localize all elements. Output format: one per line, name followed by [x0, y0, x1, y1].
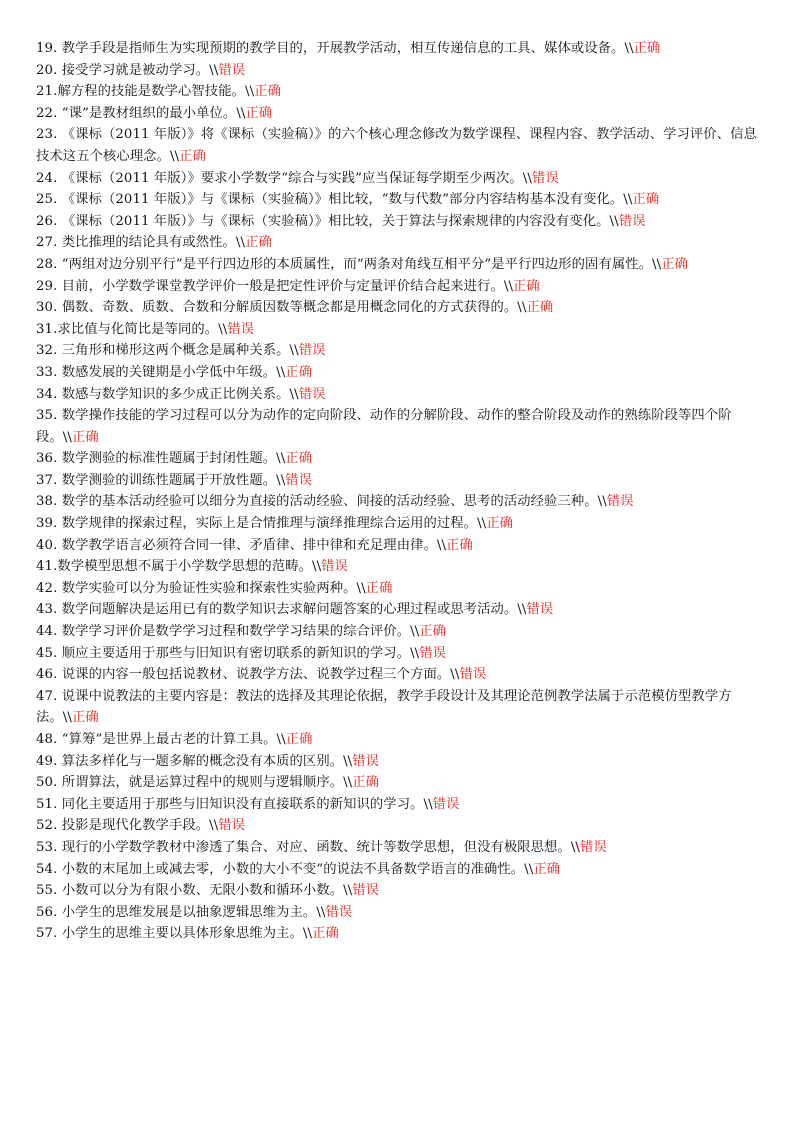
question-item	[36, 837, 758, 859]
answer-label: 正确	[179, 148, 206, 164]
question-text: 36. 数学测验的标准性题属于封闭性题。\\	[36, 451, 286, 467]
question-text: 24. 《课标（2011 年版）》要求小学数学“综合与实践”应当保证每学期至少两次。\\	[36, 170, 532, 186]
question-item	[36, 729, 758, 751]
question-item	[36, 491, 758, 513]
question-item	[36, 124, 758, 167]
answer-label: 错误	[218, 62, 246, 78]
answer-label: 错误	[618, 213, 646, 229]
answer-label: 正确	[486, 516, 514, 532]
answer-label: 错误	[352, 883, 380, 899]
question-text: 48. “算筹”是世界上最古老的计算工具。\\	[36, 732, 286, 747]
question-item	[36, 621, 758, 643]
question-text: 43. 数学问题解决是运用已有的数学知识去求解问题答案的心理过程或思考活动。\\	[36, 602, 527, 618]
question-text: 39. 数学规律的探索过程，实际上是合情推理与演绎推理综合运用的过程。\\	[36, 516, 487, 532]
answer-label: 错误	[325, 904, 353, 920]
question-text: 22. “课”是教材组织的最小单位。\\	[36, 105, 246, 121]
answer-label: 错误	[227, 321, 255, 337]
question-item	[36, 81, 758, 103]
question-item	[36, 103, 758, 125]
answer-label: 错误	[218, 818, 246, 834]
question-text: 51. 同化主要适用于那些与旧知识没有直接联系的新知识的学习。\\	[36, 796, 433, 812]
question-text: 26. 《课标（2011 年版）》与《课标（实验稿）》相比较，关于算法与探索规律的内容没有变化。\\	[36, 213, 619, 229]
question-text: 20. 接受学习就是被动学习。\\	[36, 62, 219, 78]
question-text: 42. 数学实验可以分为验证性实验和探索性实验两种。\\	[36, 580, 366, 596]
answer-label: 正确	[533, 861, 561, 877]
answer-label: 错误	[321, 559, 348, 575]
question-text: 47. 说课中说教法的主要内容是：教法的选择及其理论依据，教学手段设计及其理论范例教学法属于示范模仿型教学方法。\\	[36, 688, 732, 726]
answer-label: 错误	[298, 343, 326, 359]
answer-label: 错误	[352, 753, 380, 769]
question-item	[36, 772, 758, 794]
question-text: 57. 小学生的思维主要以具体形象思维为主。\\	[36, 926, 313, 942]
question-item	[36, 578, 758, 600]
question-text: 53. 现行的小学数学教材中渗透了集合、对应、函数、统计等数学思想，但没有极限思想。\\	[36, 839, 581, 855]
answer-label: 正确	[352, 775, 380, 791]
answer-label: 错误	[419, 645, 447, 661]
question-item	[36, 211, 758, 233]
question-item	[36, 794, 758, 816]
question-text: 44. 数学学习评价是数学学习过程和数学学习结果的综合评价。\\	[36, 624, 420, 640]
question-text: 31.求比值与化简比是等同的。\\	[36, 321, 228, 337]
question-item	[36, 362, 758, 384]
question-item	[36, 319, 758, 341]
question-text: 35. 数学操作技能的学习过程可以分为动作的定向阶段、动作的分解阶段、动作的整合阶段及动作的熟练阶段等四个阶段。\\	[36, 408, 732, 445]
answer-label: 正确	[312, 926, 339, 942]
answer-label: 正确	[245, 235, 272, 251]
question-text: 50. 所谓算法，就是运算过程中的规则与逻辑顺序。\\	[36, 775, 353, 791]
question-item	[36, 38, 758, 60]
question-text: 40. 数学教学语言必须符合同一律、矛盾律、排中律和充足理由律。\\	[36, 537, 447, 553]
answer-label: 正确	[254, 84, 281, 100]
answer-label: 错误	[459, 667, 487, 683]
question-text: 21.解方程的技能是数学心智技能。\\	[36, 84, 255, 100]
question-item	[36, 384, 758, 406]
answer-label: 正确	[419, 624, 447, 640]
question-text: 49. 算法多样化与一题多解的概念没有本质的区别。\\	[36, 753, 353, 769]
question-item	[36, 686, 758, 729]
question-text: 41.数学模型思想不属于小学数学思想的范畴。\\	[36, 559, 322, 575]
answer-label: 正确	[71, 429, 99, 445]
answer-label: 错误	[298, 386, 326, 402]
question-item	[36, 751, 758, 773]
answer-label: 正确	[285, 364, 313, 380]
question-item	[36, 902, 758, 924]
answer-label: 正确	[285, 451, 313, 467]
question-item	[36, 664, 758, 686]
question-item	[36, 232, 758, 254]
question-text: 37. 数学测验的训练性题属于开放性题。\\	[36, 472, 286, 488]
question-item	[36, 168, 758, 190]
question-text: 56. 小学生的思维发展是以抽象逻辑思维为主。\\	[36, 904, 326, 920]
question-item	[36, 276, 758, 298]
question-text: 23. 《课标（2011 年版）》将《课标（实验稿）》的六个核心理念修改为数学课程、课程内容、教学活动、学习评价、信息技术这五个核心理念。\\	[36, 127, 757, 164]
question-text: 27. 类比推理的结论具有或然性。\\	[36, 235, 246, 251]
answer-label: 错误	[580, 839, 607, 855]
question-item	[36, 599, 758, 621]
question-item	[36, 340, 758, 362]
answer-label: 正确	[285, 732, 313, 747]
question-text: 29. 目前，小学数学课堂教学评价一般是把定性评价与定量评价结合起来进行。\\	[36, 278, 514, 294]
question-text: 19. 教学手段是指师生为实现预期的教学目的，开展教学活动，相互传递信息的工具、媒体或设备。\\	[36, 41, 634, 56]
question-item	[36, 535, 758, 557]
answer-label: 正确	[71, 710, 99, 726]
answer-label: 正确	[632, 192, 660, 208]
answer-label: 正确	[661, 256, 688, 272]
answer-label: 正确	[526, 300, 554, 316]
question-item	[36, 448, 758, 470]
answer-label: 错误	[526, 602, 554, 618]
answer-label: 错误	[606, 494, 634, 510]
question-text: 32. 三角形和梯形这两个概念是属种关系。\\	[36, 343, 299, 359]
question-item	[36, 643, 758, 665]
question-item	[36, 815, 758, 837]
answer-label: 正确	[245, 105, 273, 121]
question-text: 55. 小数可以分为有限小数、无限小数和循环小数。\\	[36, 883, 353, 899]
question-item	[36, 556, 758, 578]
question-list	[36, 38, 758, 945]
answer-label: 正确	[365, 580, 393, 596]
question-item	[36, 880, 758, 902]
answer-label: 错误	[285, 472, 313, 488]
question-text: 52. 投影是现代化教学手段。\\	[36, 818, 219, 834]
question-text: 54. 小数的末尾加上或减去零，小数的大小不变”的说法不具备数学语言的准确性。\\	[36, 861, 534, 877]
question-item	[36, 859, 758, 881]
question-item	[36, 60, 758, 82]
question-item	[36, 254, 758, 276]
answer-label: 错误	[432, 796, 460, 812]
question-item	[36, 470, 758, 492]
question-text: 30. 偶数、奇数、质数、合数和分解质因数等概念都是用概念同化的方式获得的。\\	[36, 300, 527, 316]
question-item	[36, 189, 758, 211]
answer-label: 正确	[446, 537, 473, 553]
answer-label: 错误	[531, 170, 559, 186]
question-text: 45. 顺应主要适用于那些与旧知识有密切联系的新知识的学习。\\	[36, 645, 420, 661]
question-text: 25. 《课标（2011 年版）》与《课标（实验稿）》相比较，“数与代数”部分内容结构基本没有变化。\\	[36, 192, 633, 208]
question-item	[36, 513, 758, 535]
question-item	[36, 297, 758, 319]
question-text: 33. 数感发展的关键期是小学低中年级。\\	[36, 364, 286, 380]
question-text: 28. “两组对边分别平行”是平行四边形的本质属性，而“两条对角线互相平分”是平行四边形的固有属性。\\	[36, 256, 662, 272]
question-item	[36, 405, 758, 448]
question-text: 34. 数感与数学知识的多少成正比例关系。\\	[36, 386, 299, 402]
answer-label: 正确	[513, 278, 540, 294]
question-text: 46. 说课的内容一般包括说教材、说教学方法、说教学过程三个方面。\\	[36, 667, 460, 683]
answer-label: 正确	[633, 41, 661, 56]
question-text: 38. 数学的基本活动经验可以细分为直接的活动经验、间接的活动经验、思考的活动经验三种。\\	[36, 494, 607, 510]
question-item	[36, 923, 758, 945]
